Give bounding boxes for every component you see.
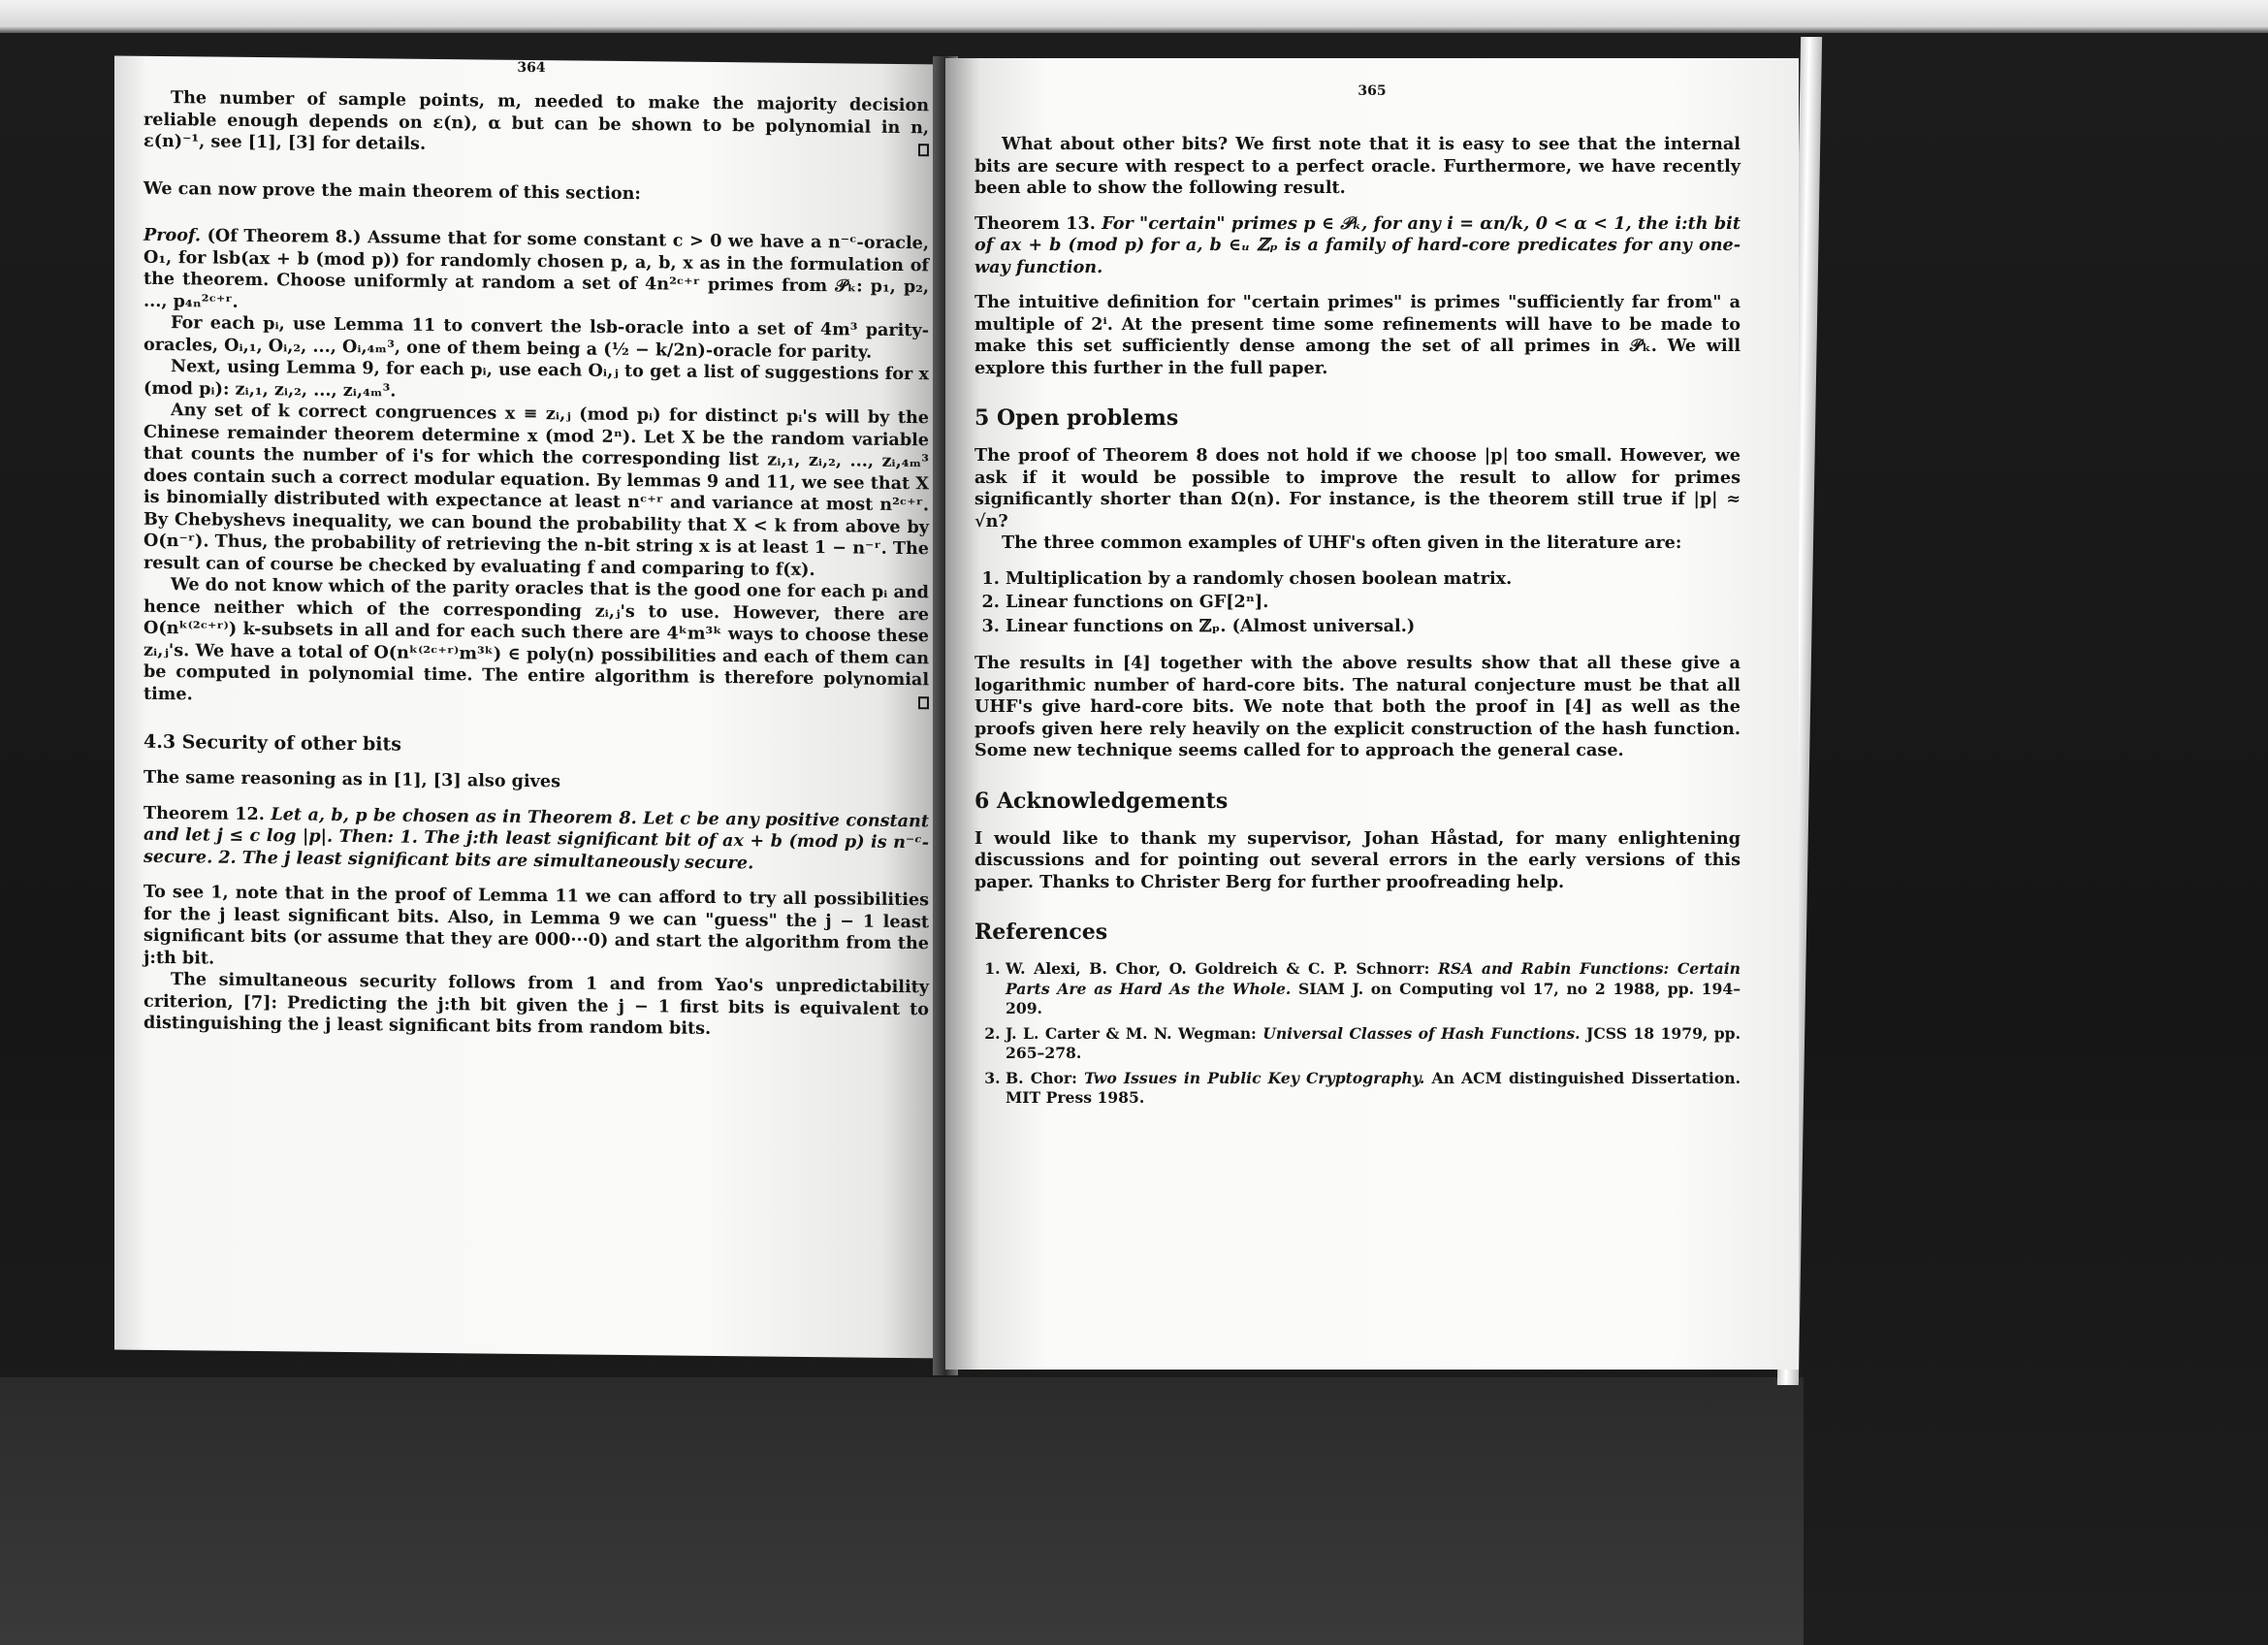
left-page-body — [144, 87, 929, 1043]
list-item: 2. Linear functions on GF[2ⁿ]. — [1006, 592, 1741, 614]
paragraph: We can now prove the main theorem of this section: — [144, 177, 641, 204]
qed-symbol — [918, 696, 929, 709]
theorem-label: Theorem 12. — [144, 802, 265, 824]
paragraph: Next, using Lemma 9, for each pᵢ, use each Oᵢ,ⱼ to get a list of suggestions for x (mod pᵢ): zᵢ,₁, zᵢ,₂, ..., zᵢ,₄ₘ³. — [144, 356, 929, 402]
theorem-13: Theorem 13. For "certain" primes p ∈ 𝒫ₖ, for any i = αn/k, 0 < α < 1, the i:th bit of ax + b (mod p) for a, b ∈ᵤ ℤₚ is a family of hard-core predicates for any one-way function. — [974, 212, 1741, 277]
left-page — [114, 55, 948, 1358]
paragraph: What about other bits? We first note that it is easy to see that the internal bits are secure with respect to a perfect oracle. Furthermore, we have recently been able to show the following result. — [974, 134, 1741, 198]
paragraph: The three common examples of UHF's often given in the literature are: — [1002, 532, 1682, 553]
reference-item: 3. B. Chor: Two Issues in Public Key Cryptography. An ACM distinguished Dissertation. MIT Press 1985. — [1006, 1069, 1741, 1109]
paragraph: The proof of Theorem 8 does not hold if we choose |p| too small. However, we ask if it would be possible to improve the result to allow for primes significantly shorter than Ω(n). For instance, is the theorem still true if |p| ≈ √n? — [974, 445, 1741, 532]
paragraph: The number of sample points, m, needed to make the majority decision reliable enough depends on ε(n), α but can be shown to be polynomial in n, ε(n)⁻¹, see [1], [3] for details. — [144, 87, 929, 161]
scanner-bottom-area — [0, 1377, 1804, 1645]
paragraph: For each pᵢ, use Lemma 11 to convert the lsb-oracle into a set of 4m³ parity-oracles, Oᵢ,₁, Oᵢ,₂, ..., Oᵢ,₄ₘ³, one of them being a (½ − k/2n)-oracle for parity. — [144, 312, 929, 363]
paragraph: The same reasoning as in [1], [3] also gives — [144, 766, 560, 792]
uhf-list — [974, 568, 1741, 638]
qed-symbol — [918, 144, 929, 156]
right-page — [945, 58, 1799, 1370]
paragraph: The simultaneous security follows from 1 and from Yao's unpredictability criterion, [7]: Predicting the j:th bit given the j − 1 first bits is equivalent to distinguishing the j least significant bits from random bits. — [144, 969, 929, 1039]
list-item: 1. Multiplication by a randomly chosen boolean matrix. — [1006, 568, 1741, 591]
theorem-12: Theorem 12. Let a, b, p be chosen as in Theorem 8. Let c be any positive constant and let j ≤ c log |p|. Then: 1. The j:th least significant bit of ax + b (mod p) is n⁻ᶜ-secure. 2. The j least significant bits are simultaneously secure. — [144, 802, 929, 873]
paragraph: We do not know which of the parity oracles that is the good one for each pᵢ and hence neither which of the corresponding zᵢ,ⱼ's to use. However, there are O(nᵏ⁽²ᶜ⁺ʳ⁾) k-subsets in all and for each such there are 4ᵏm³ᵏ ways to choose these zᵢ,ⱼ's. We have a total of O(nᵏ⁽²ᶜ⁺ʳ⁾m³ᵏ) ∈ poly(n) possibilities and each of them can be computed in polynomial time. The entire algorithm is therefore polynomial time. — [144, 574, 929, 713]
paragraph: I would like to thank my supervisor, Johan Håstad, for many enlightening discussions and for pointing out several errors in the early versions of this paper. Thanks to Christer Berg for further proofreading help. — [974, 827, 1741, 892]
theorem-label: Theorem 13. — [974, 212, 1096, 234]
section-heading: 4.3 Security of other bits — [144, 730, 401, 756]
page-number: 364 — [517, 59, 546, 77]
list-item: 3. Linear functions on ℤₚ. (Almost universal.) — [1006, 616, 1741, 638]
reference-item: 1. W. Alexi, B. Chor, O. Goldreich & C. P. Schnorr: RSA and Rabin Functions: Certain Parts Are as Hard As the Whole. SIAM J. on Computing vol 17, no 2 1988, pp. 194–209. — [1006, 959, 1741, 1019]
paragraph: The results in [4] together with the above results show that all these give a logarithmic number of hard-core bits. The natural conjecture must be that all UHF's give hard-core bits. We note that both the proof in [4] as well as the proofs given here rely heavily on the explicit construction of the hash function. Some new technique seems called for to approach the general case. — [974, 653, 1741, 760]
reference-item: 2. J. L. Carter & M. N. Wegman: Universal Classes of Hash Functions. JCSS 18 1979, pp. 265–278. — [1006, 1024, 1741, 1064]
right-page-body — [974, 134, 1741, 1113]
references-heading: References — [974, 919, 1108, 945]
paragraph: To see 1, note that in the proof of Lemma 11 we can afford to try all possibilities for the j least significant bits. Also, in Lemma 9 we can "guess" the j − 1 least significant bits (or assume that they are 000···0) and start the algorithm from the j:th bit. — [144, 881, 929, 969]
page-number: 365 — [1358, 83, 1387, 99]
proof-paragraph: Proof. (Of Theorem 8.) Assume that for some constant c > 0 we have a n⁻ᶜ-oracle, O₁, for lsb(ax + b (mod p)) for randomly chosen p, a, b, x as in the formulation of the theorem. Choose uniformly at random a set of 4n²ᶜ⁺ʳ primes from 𝒫ₖ: p₁, p₂, ..., p₄ₙ²ᶜ⁺ʳ. — [144, 224, 929, 312]
section-heading: 6 Acknowledgements — [974, 788, 1229, 814]
paragraph: Any set of k correct congruences x ≡ zᵢ,ⱼ (mod pᵢ) for distinct pᵢ's will by the Chinese remainder theorem determine x (mod 2ⁿ). Let X be the random variable that counts the number of i's for which the corresponding list zᵢ,₁, zᵢ,₂, ..., zᵢ,₄ₘ³ does contain such a correct modular equation. By lemmas 9 and 11, we see that X is binomially distributed with expectance at least nᶜ⁺ʳ and variance at most n²ᶜ⁺ʳ. By Chebyshevs inequality, we can bound the probability that X < k from above by O(n⁻ʳ). Thus, the probability of retrieving the n-bit string x is at least 1 − n⁻ʳ. The result can of course be checked by evaluating f and comparing to f(x). — [144, 400, 929, 580]
proof-label: Proof. — [144, 224, 202, 246]
references-list — [974, 959, 1741, 1109]
section-heading: 5 Open problems — [974, 405, 1179, 431]
scanner-top-edge — [0, 0, 2268, 33]
paragraph: The intuitive definition for "certain primes" is primes "sufficiently far from" a multiple of 2ⁱ. At the present time some refinements will have to be made to make this set sufficiently dense among the set of all primes in 𝒫ₖ. We will explore this further in the full paper. — [974, 292, 1741, 378]
